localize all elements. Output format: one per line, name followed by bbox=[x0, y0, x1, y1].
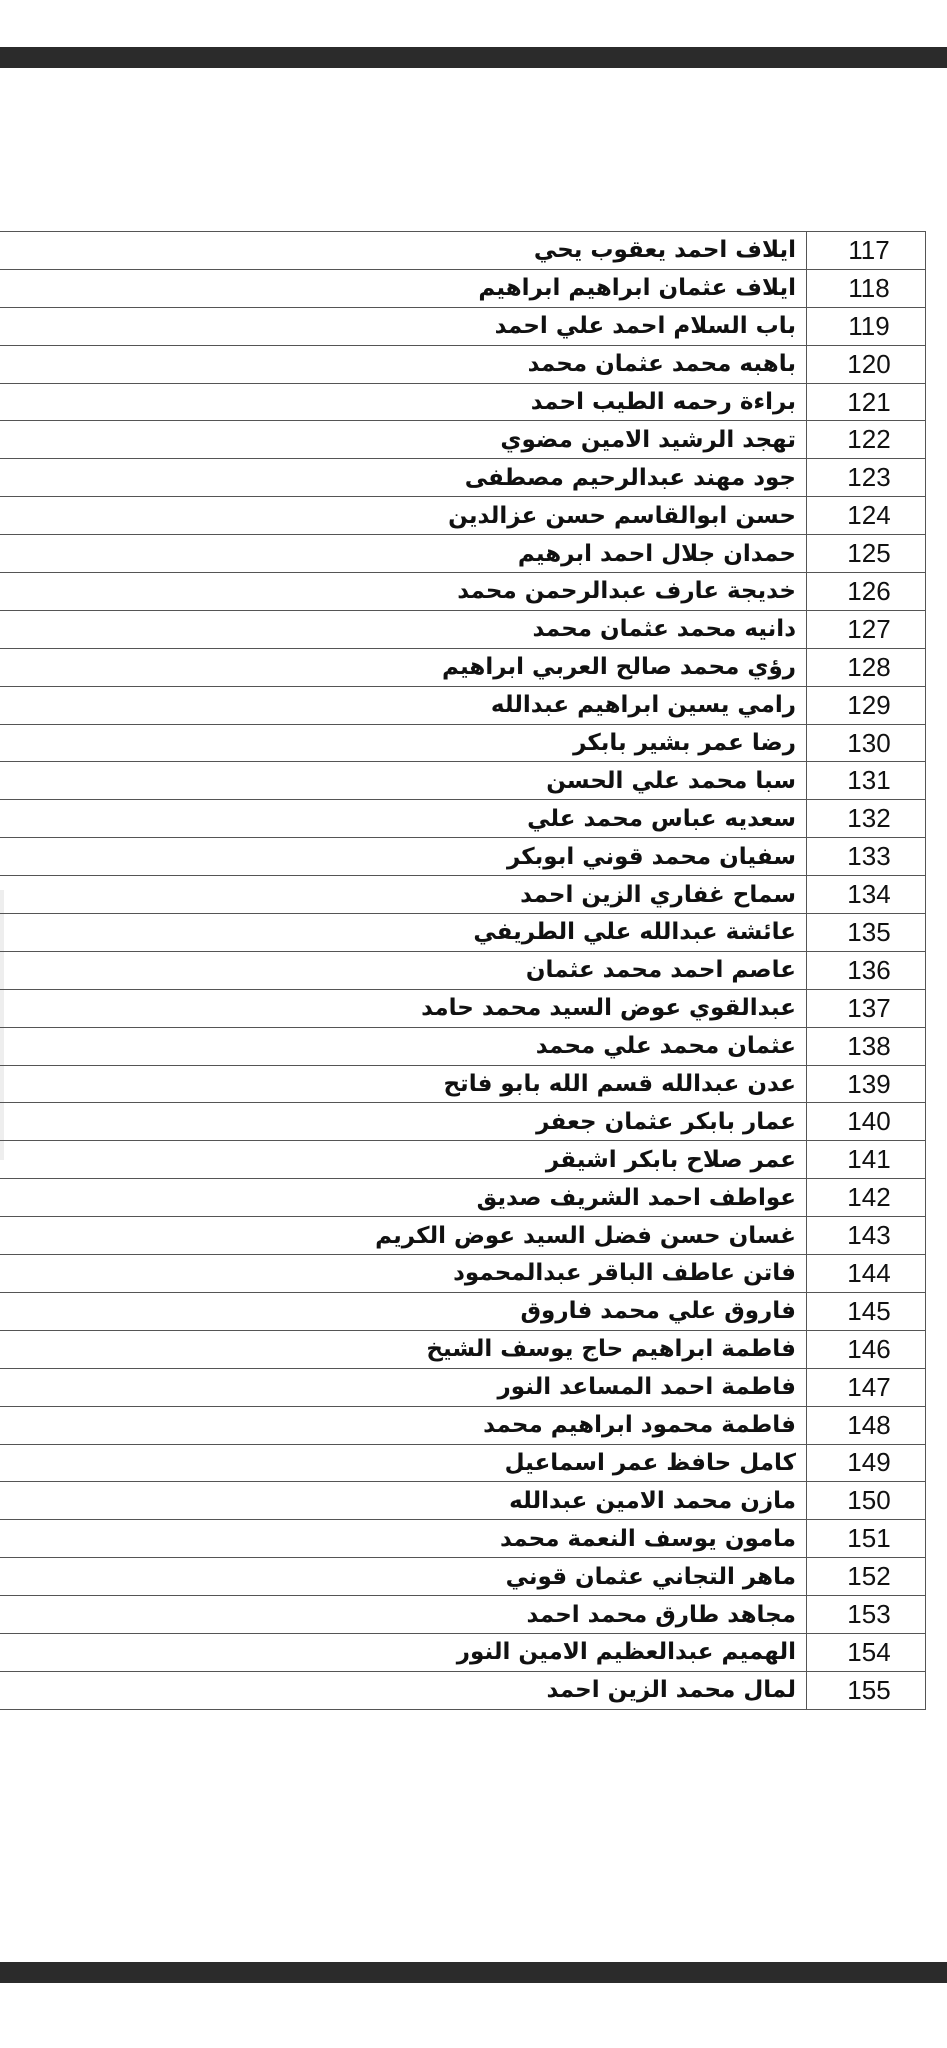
table-row bbox=[0, 800, 926, 838]
table-row bbox=[0, 573, 926, 611]
row-number: 133 bbox=[807, 838, 926, 876]
table-row bbox=[0, 1179, 926, 1217]
row-number: 123 bbox=[807, 459, 926, 497]
row-number: 119 bbox=[807, 307, 926, 345]
table-row bbox=[0, 1671, 926, 1709]
row-number: 124 bbox=[807, 497, 926, 535]
row-number: 151 bbox=[807, 1520, 926, 1558]
table-row bbox=[0, 497, 926, 535]
top-frame-bar bbox=[0, 47, 947, 68]
row-name: فاتن عاطف الباقر عبدالمحمود bbox=[0, 1255, 807, 1293]
row-number: 148 bbox=[807, 1406, 926, 1444]
row-name: ماهر التجاني عثمان قوني bbox=[0, 1558, 807, 1596]
names-table bbox=[0, 231, 926, 1710]
row-number: 122 bbox=[807, 421, 926, 459]
names-table-container bbox=[0, 231, 926, 1710]
row-number: 120 bbox=[807, 345, 926, 383]
table-row bbox=[0, 1255, 926, 1293]
table-row bbox=[0, 914, 926, 952]
table-row bbox=[0, 1217, 926, 1255]
row-number: 135 bbox=[807, 914, 926, 952]
table-row bbox=[0, 1141, 926, 1179]
table-row bbox=[0, 876, 926, 914]
table-row bbox=[0, 610, 926, 648]
bottom-frame-bar bbox=[0, 1962, 947, 1983]
row-name: عاصم احمد محمد عثمان bbox=[0, 951, 807, 989]
row-name: فاروق علي محمد فاروق bbox=[0, 1292, 807, 1330]
table-row bbox=[0, 1596, 926, 1634]
table-row bbox=[0, 762, 926, 800]
row-number: 138 bbox=[807, 1027, 926, 1065]
row-name: فاطمة ابراهيم حاج يوسف الشيخ bbox=[0, 1330, 807, 1368]
row-name: حسن ابوالقاسم حسن عزالدين bbox=[0, 497, 807, 535]
row-number: 143 bbox=[807, 1217, 926, 1255]
table-row bbox=[0, 1633, 926, 1671]
row-name: عمار بابكر عثمان جعفر bbox=[0, 1103, 807, 1141]
row-number: 118 bbox=[807, 269, 926, 307]
row-number: 117 bbox=[807, 232, 926, 270]
row-name: رامي يسين ابراهيم عبدالله bbox=[0, 686, 807, 724]
row-number: 131 bbox=[807, 762, 926, 800]
row-number: 144 bbox=[807, 1255, 926, 1293]
row-number: 136 bbox=[807, 951, 926, 989]
row-number: 146 bbox=[807, 1330, 926, 1368]
row-name: سعديه عباس محمد علي bbox=[0, 800, 807, 838]
table-row bbox=[0, 951, 926, 989]
row-name: تهجد الرشيد الامين مضوي bbox=[0, 421, 807, 459]
table-row bbox=[0, 269, 926, 307]
row-name: عمر صلاح بابكر اشيقر bbox=[0, 1141, 807, 1179]
names-table-body bbox=[0, 232, 926, 1710]
row-name: ايلاف عثمان ابراهيم ابراهيم bbox=[0, 269, 807, 307]
table-row bbox=[0, 1406, 926, 1444]
table-row bbox=[0, 232, 926, 270]
row-name: مازن محمد الامين عبدالله bbox=[0, 1482, 807, 1520]
row-name: سفيان محمد قوني ابوبكر bbox=[0, 838, 807, 876]
table-row bbox=[0, 345, 926, 383]
row-number: 139 bbox=[807, 1065, 926, 1103]
table-row bbox=[0, 1065, 926, 1103]
row-name: عدن عبدالله قسم الله بابو فاتح bbox=[0, 1065, 807, 1103]
table-row bbox=[0, 421, 926, 459]
row-name: مامون يوسف النعمة محمد bbox=[0, 1520, 807, 1558]
row-name: مجاهد طارق محمد احمد bbox=[0, 1596, 807, 1634]
row-name: باب السلام احمد علي احمد bbox=[0, 307, 807, 345]
table-row bbox=[0, 648, 926, 686]
table-row bbox=[0, 1520, 926, 1558]
table-row bbox=[0, 989, 926, 1027]
row-number: 142 bbox=[807, 1179, 926, 1217]
row-name: رؤي محمد صالح العربي ابراهيم bbox=[0, 648, 807, 686]
table-row bbox=[0, 1103, 926, 1141]
row-number: 149 bbox=[807, 1444, 926, 1482]
row-number: 121 bbox=[807, 383, 926, 421]
row-number: 155 bbox=[807, 1671, 926, 1709]
row-name: باهبه محمد عثمان محمد bbox=[0, 345, 807, 383]
row-name: سماح غفاري الزين احمد bbox=[0, 876, 807, 914]
table-row bbox=[0, 1558, 926, 1596]
row-name: جود مهند عبدالرحيم مصطفى bbox=[0, 459, 807, 497]
row-number: 132 bbox=[807, 800, 926, 838]
row-name: حمدان جلال احمد ابرهيم bbox=[0, 535, 807, 573]
row-number: 137 bbox=[807, 989, 926, 1027]
row-name: فاطمة محمود ابراهيم محمد bbox=[0, 1406, 807, 1444]
row-name: عائشة عبدالله علي الطريفي bbox=[0, 914, 807, 952]
row-number: 153 bbox=[807, 1596, 926, 1634]
row-number: 147 bbox=[807, 1368, 926, 1406]
row-name: خديجة عارف عبدالرحمن محمد bbox=[0, 573, 807, 611]
table-row bbox=[0, 535, 926, 573]
table-row bbox=[0, 1330, 926, 1368]
row-number: 130 bbox=[807, 724, 926, 762]
row-number: 128 bbox=[807, 648, 926, 686]
row-name: ايلاف احمد يعقوب يحي bbox=[0, 232, 807, 270]
table-row bbox=[0, 838, 926, 876]
row-name: عثمان محمد علي محمد bbox=[0, 1027, 807, 1065]
row-name: براءة رحمه الطيب احمد bbox=[0, 383, 807, 421]
table-row bbox=[0, 686, 926, 724]
row-name: الهميم عبدالعظيم الامين النور bbox=[0, 1633, 807, 1671]
row-number: 141 bbox=[807, 1141, 926, 1179]
table-row bbox=[0, 459, 926, 497]
row-number: 129 bbox=[807, 686, 926, 724]
table-row bbox=[0, 307, 926, 345]
row-number: 134 bbox=[807, 876, 926, 914]
table-row bbox=[0, 1444, 926, 1482]
table-row bbox=[0, 383, 926, 421]
row-name: رضا عمر بشير بابكر bbox=[0, 724, 807, 762]
table-row bbox=[0, 1368, 926, 1406]
row-number: 154 bbox=[807, 1633, 926, 1671]
row-number: 152 bbox=[807, 1558, 926, 1596]
row-name: سبا محمد علي الحسن bbox=[0, 762, 807, 800]
row-name: غسان حسن فضل السيد عوض الكريم bbox=[0, 1217, 807, 1255]
table-row bbox=[0, 1027, 926, 1065]
row-number: 140 bbox=[807, 1103, 926, 1141]
row-name: فاطمة احمد المساعد النور bbox=[0, 1368, 807, 1406]
table-row bbox=[0, 724, 926, 762]
row-number: 125 bbox=[807, 535, 926, 573]
row-number: 150 bbox=[807, 1482, 926, 1520]
row-number: 127 bbox=[807, 610, 926, 648]
row-name: دانيه محمد عثمان محمد bbox=[0, 610, 807, 648]
row-name: عبدالقوي عوض السيد محمد حامد bbox=[0, 989, 807, 1027]
row-number: 145 bbox=[807, 1292, 926, 1330]
row-number: 126 bbox=[807, 573, 926, 611]
row-name: عواطف احمد الشريف صديق bbox=[0, 1179, 807, 1217]
row-name: كامل حافظ عمر اسماعيل bbox=[0, 1444, 807, 1482]
table-row bbox=[0, 1482, 926, 1520]
table-row bbox=[0, 1292, 926, 1330]
row-name: لمال محمد الزين احمد bbox=[0, 1671, 807, 1709]
